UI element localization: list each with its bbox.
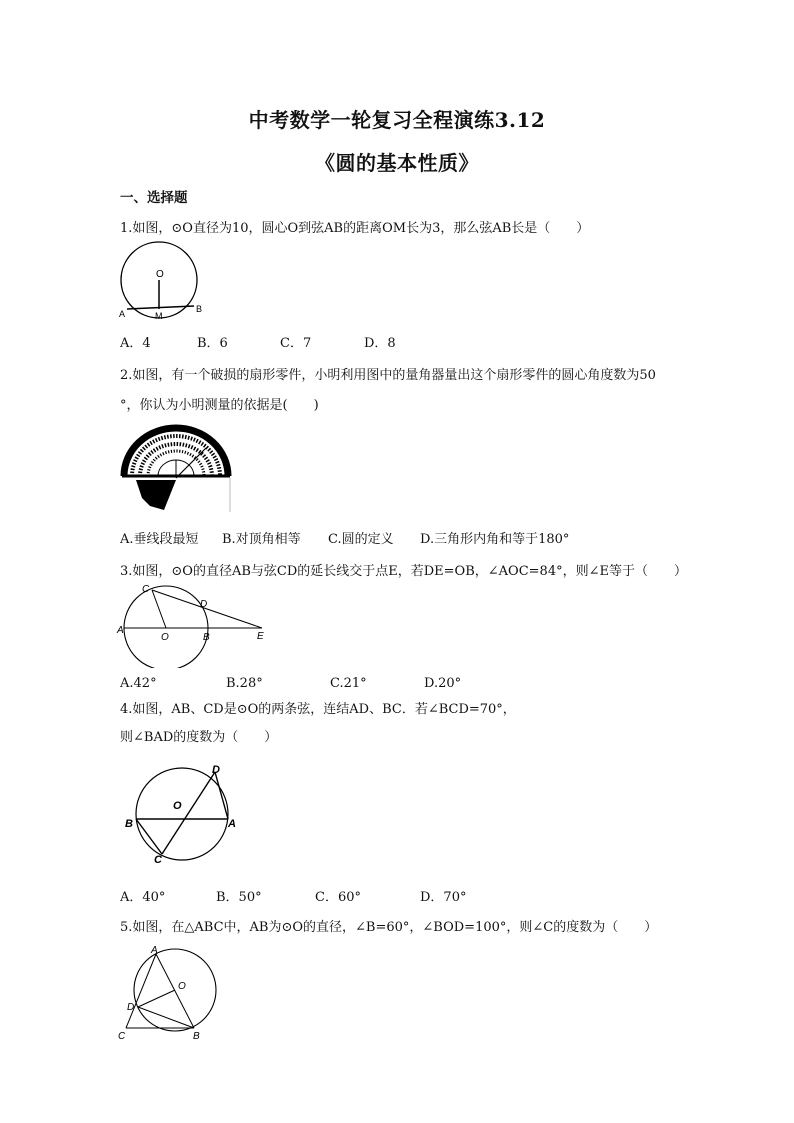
question-3-stem: 3.如图，⊙O的直径AB与弦CD的延长线交于点E，若DE=OB，∠AOC=84°，则∠E等于（ ）	[120, 564, 687, 579]
question-3-figure	[116, 582, 272, 668]
label-d: D	[127, 1002, 135, 1013]
label-o: O	[161, 632, 169, 643]
label-o: O	[178, 981, 186, 992]
q1-option-c: C．7	[280, 336, 312, 351]
label-d: D	[212, 764, 220, 776]
label-e: E	[257, 631, 264, 642]
label-b: B	[196, 304, 203, 314]
segment-do	[138, 990, 175, 1007]
segment-ac	[126, 954, 156, 1028]
diameter-ab	[156, 954, 194, 1028]
question-2-stem-line1: 2.如图，有一个破损的扇形零件，小明利用图中的量角器量出这个扇形零件的圆心角度数为50	[120, 368, 656, 383]
label-o: O	[156, 269, 164, 280]
q2-option-d: D.三角形内角和等于180°	[420, 532, 570, 547]
label-a: A	[119, 309, 126, 319]
q2-option-c: C.圆的定义	[328, 532, 394, 547]
q3-option-a: A.42°	[120, 676, 157, 691]
q4-option-b: B．50°	[216, 890, 262, 905]
label-b: B	[125, 818, 133, 830]
question-4-figure	[118, 758, 246, 866]
circle-o	[136, 768, 228, 860]
question-4-stem-line1: 4.如图，AB、CD是⊙O的两条弦，连结AD、BC．若∠BCD=70°，	[120, 702, 516, 717]
q2-option-a: A.垂线段最短	[120, 532, 199, 547]
page-title: 中考数学一轮复习全程演练3.12	[248, 108, 546, 132]
segment-db	[138, 1007, 194, 1028]
question-1-stem: 1.如图，⊙O直径为10，圆心O到弦AB的距离OM长为3，那么弦AB长是（ ）	[120, 221, 590, 236]
q3-option-c: C.21°	[330, 676, 367, 691]
label-a: A	[151, 945, 158, 956]
label-c: C	[118, 1031, 126, 1042]
question-5-stem: 5.如图，在△ABC中，AB为⊙O的直径，∠B=60°，∠BOD=100°，则∠C的度数为（ ）	[120, 920, 658, 935]
broken-sector	[136, 480, 176, 510]
label-c: C	[154, 854, 162, 866]
label-b: B	[203, 632, 210, 643]
label-c: C	[142, 584, 150, 595]
label-b: B	[193, 1031, 200, 1042]
q1-option-d: D．8	[364, 336, 396, 351]
question-5-figure	[116, 940, 226, 1042]
label-o: O	[173, 800, 182, 812]
question-1-figure	[116, 238, 212, 324]
section-heading: 一、选择题	[120, 190, 188, 206]
q4-option-c: C．60°	[315, 890, 361, 905]
label-d: D	[200, 599, 208, 610]
q1-option-b: B．6	[197, 336, 228, 351]
question-4-stem-line2: 则∠BAD的度数为（ ）	[120, 730, 278, 745]
question-2-stem-line2: °，你认为小明测量的依据是( )	[120, 398, 319, 413]
q1-option-a: A．4	[120, 336, 151, 351]
segment-bc	[136, 819, 162, 854]
label-m: M	[155, 311, 163, 321]
chord-cd	[162, 772, 215, 854]
q3-option-b: B.28°	[226, 676, 263, 691]
q4-option-d: D．70°	[420, 890, 467, 905]
q3-option-d: D.20°	[424, 676, 462, 691]
segment-co	[152, 590, 166, 628]
q2-option-b: B.对顶角相等	[222, 532, 301, 547]
segment-ad	[215, 772, 228, 819]
q4-option-a: A．40°	[120, 890, 166, 905]
label-a: A	[228, 818, 236, 830]
question-2-figure-protractor	[120, 418, 232, 514]
page-subtitle: 《圆的基本性质》	[315, 151, 479, 175]
label-a: A	[117, 625, 124, 636]
